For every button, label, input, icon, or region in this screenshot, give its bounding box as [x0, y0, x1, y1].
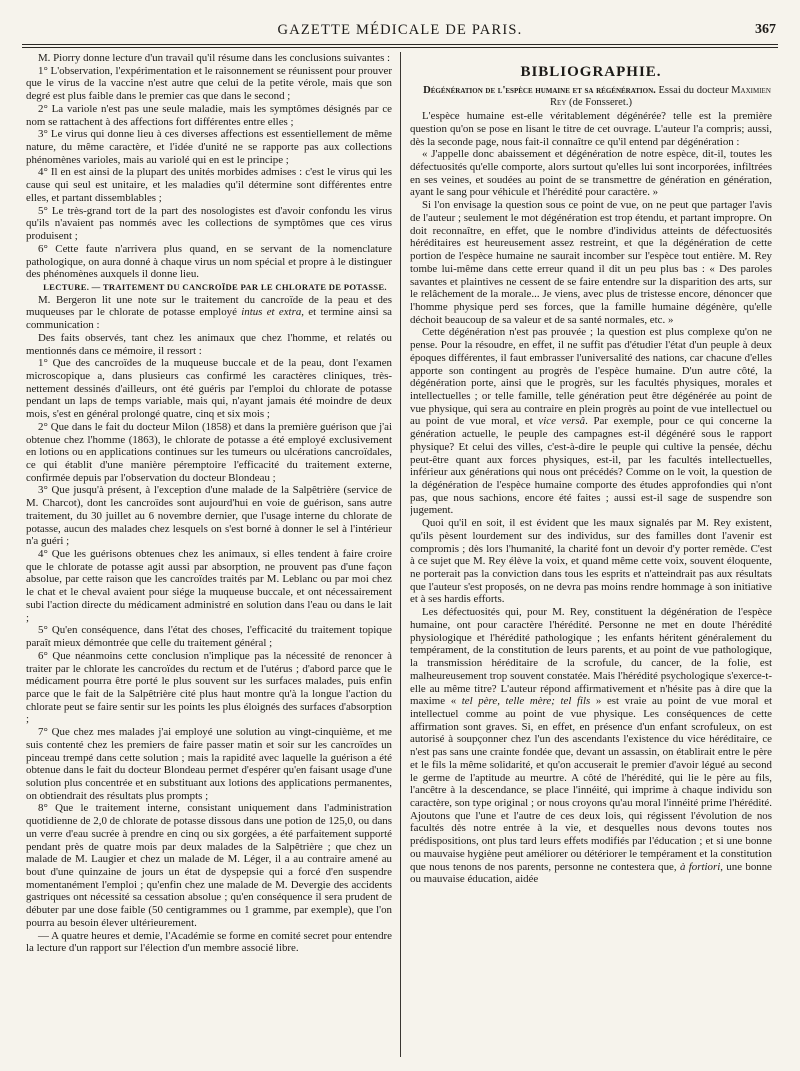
- header-rule-double: [22, 47, 778, 48]
- text-run: Les défectuosités qui, pour M. Rey, constituent la dégénération de l'espèce humaine, ont pour caractère l'hérédité. Personne ne met en doute l'hérédité physiologique et l'hérédité pathologique ; les enfants héritent généralement du tempérament, de la constitution de leurs parents, et au point de vue pathologique, la transmission héréditaire de la scrofule, du cancer, de la folie, est malheureusement trop souvent constatée. Mais l'hérédité psychologique s'exerce-t-elle au même titre? L'auteur répond affirmativement et n'hésite pas à dire que la maxime «: [410, 606, 772, 708]
- text-run: , et termine ainsi sa communication :: [26, 306, 392, 332]
- right-column: [410, 52, 772, 1057]
- paragraph: 1° L'observation, l'expérimentation et le raisonnement se réunissent pour prouver que le virus de la vaccine n'est autre que celui de la petite vérole, mais que son degré est plus faible dans le premier cas que dans le second ;: [26, 64, 392, 103]
- paragraph: 6° Cette faute n'arrivera plus quand, en se servant de la nomenclature pathologique, on aura donné à chaque virus un nom spécial et propre à le distinguer des phénomènes auxquels il donne lieu.: [26, 242, 392, 281]
- paragraph: [26, 294, 392, 332]
- section-heading: BIBLIOGRAPHIE.: [520, 64, 662, 80]
- paragraph: [410, 326, 772, 517]
- page-header: [22, 20, 778, 44]
- paragraph: Des faits observés, tant chez les animaux que chez l'homme, et relatés ou mentionnés dans ce mémoire, il ressort :: [26, 331, 392, 357]
- text-run: Cette dégénération n'est pas prouvée ; la question est plus complexe qu'on ne pense. Pour la résoudre, en effet, il ne suffit pas d'étudier l'état d'un peuple à deux époques différentes, il faut embrasser l'universalité des nations, car chacune d'elles apporte son contingent au progrès de l'espèce humaine. D'un autre côté, la dégénération porte, ainsi que le progrès, sur les facultés physiques, morales et intellectuelles ; or telle famille, telle génération peut être dégénérée au point de vue physique, qui sera au contraire en plein progrès au point de vue intellectuel ou au point de vue moral, et: [410, 326, 772, 428]
- paragraph: 1° Que des cancroïdes de la muqueuse buccale et de la peau, dont l'examen microscopique a, dans plusieurs cas confirmé les caractères cliniques, très-nettement dessinés d'ailleurs, ont été guéris par l'emploi du chlorate de potasse pendant un laps de temps variable, mais qui, n'ayant jamais été moindre de deux mois, s'est en général prolongé quatre, cinq et six mois ;: [26, 357, 392, 421]
- paragraph: 4° Que les guérisons obtenues chez les animaux, si elles tendent à faire croire que le chlorate de potasse agit aussi par absorption, ne prouvent pas d'une façon absolue, par cette raison que les cancroïdes traités par M. Leblanc ou par moi chez le chat et le cheval avaient pour siége la muqueuse buccale, et ont nécessairement subi l'action directe du médicament administré en solution dans l'eau ou dans le lait ;: [26, 548, 392, 624]
- paragraph: M. Piorry donne lecture d'un travail qu'il résume dans les conclusions suivantes :: [38, 52, 391, 64]
- paragraph: 3° Que jusqu'à présent, à l'exception d'une malade de la Salpêtrière (service de M. Charcot), dont les cancroïdes sont aujourd'hui en voie de guérison, sans autre traitement, du 30 juillet au 6 novembre dernier, que l'usage interne du chlorate de potasse, aucun des malades chez lesquels on s'est borné à donner le sel à l'intérieur n'a guéri ;: [26, 484, 392, 548]
- latin-phrase: à fortiori: [679, 860, 721, 873]
- paragraph: 4° Il en est ainsi de la plupart des unités morbides admises : c'est le virus qui les cause qui seul est unitaire, et les maladies qu'il détermine sont différentes entre elles, et partant dissemblables ;: [26, 166, 392, 204]
- quotation: « J'appelle donc abaissement et dégénération de notre espèce, dit-il, toutes les défectuosités qu'elle comporte, alors surtout qu'elles lui sont incorporées, infiltrées en ses veines, et soudées au point de se transmettre de génération en génération, ayant le sang pour véhicule et l'hérédité pour caractère. »: [410, 148, 772, 199]
- paragraph: 3° Le virus qui donne lieu à ces diverses affections est essentiellement de même nature, du même caractère, et l'idée d'unité ne se rapporte pas aux collections phénomènes varioles, mais au variolé qui en est le principe ;: [26, 128, 392, 166]
- text-run: , une bonne ou mauvaise éducation, aidée: [410, 860, 772, 886]
- article-author: Maximien Rey: [549, 84, 771, 109]
- paragraph: 2° La variole n'est pas une seule maladie, mais les symptômes désignés par ce nom se rattachent à des affections fort différentes entre elles ;: [26, 102, 392, 128]
- paragraph: — A quatre heures et demie, l'Académie se forme en comité secret pour entendre la lecture d'un rapport sur l'élection d'un membre associé libre.: [26, 929, 392, 955]
- article-heading: [410, 85, 772, 110]
- paragraph: 5° Qu'en conséquence, dans l'état des choses, l'efficacité du traitement topique paraît mieux démontrée que celle du traitement général ;: [26, 624, 392, 650]
- paragraph: 7° Que chez mes malades j'ai employé une solution au vingt-cinquième, et me suis contenté chez les premiers de faire passer matin et soir sur les cancroïdes un pinceau trempé dans cette solution ; mais la rapidité avec laquelle la guérison a été obtenue dans le fait du docteur Blondeau permet d'espérer qu'en faisant usage d'une solution plus concentrée et en substituant aux lotions des applications permanentes, on obtiendrait des résultats plus prompts ;: [26, 726, 392, 802]
- paragraph: 8° Que le traitement interne, consistant uniquement dans l'administration quotidienne de 2,0 de chlorate de potasse dissous dans une potion de 125,0, ou dans un verre d'eau sucrée à prendre en cinq ou six gorgées, a été parfaitement supporté pendant près de quatre mois par deux malades de la Salpêtrière ; que chez un malade de M. Laugier et chez un malade de M. Léger, il a au contraire amené au bout d'une quinzaine de jours un état de dyspepsie qui a forcé d'en suspendre momentanément l'emploi ; qu'enfin chez une malade de M. Devergie des accidents gastriques ont nécessité sa cessation absolue ; qu'en conséquence il sera prudent de débuter par une dose faible (50 centigrammes ou 1 gramme, par exemple), que l'on pourra au besoin élever ultérieurement.: [26, 802, 392, 929]
- paragraph: Si l'on envisage la question sous ce point de vue, on ne peut que partager l'avis de l'auteur ; seulement le mot dégénération est trop étendu, et partant impropre. On doit reconnaître, en effet, que le nombre d'individus atteints de défectuosités héréditaires est heureusement assez restreint, et que la dégénération de cette portion de l'espèce humaine ne saurait incomber sur l'espèce tout entière. M. Rey tombe lui-même dans cette erreur quand il dit un peu plus bas : « Des paroles savantes et plaintives ne cessent de se faire entendre sur la disparition des arts, sur le relâchement de la morale... Je viens, avec plus de tristesse encore, dénoncer que l'homme physique perd ses forces, que la famille humaine dégénère, qu'elle déchoit beaucoup de sa valeur et de sa santé normales, etc. »: [410, 199, 772, 326]
- paragraph: Quoi qu'il en soit, il est évident que les maux signalés par M. Rey existent, qu'ils pèsent lourdement sur des individus, sur des familles dont l'avenir est compromis ; dès lors l'humanité, la charité font un devoir d'y porter remède. C'est à ce sujet que M. Rey élève la voix, et quand même cette voix, souvent éloquente, ne porterait pas la conviction dans tous les esprits et n'atteindrait pas aux résultats que l'auteur s'est proposés, on ne devra pas moins rendre hommage à son initiative et à ses hardis efforts.: [410, 517, 772, 606]
- text-run: (de Fonsseret.): [566, 97, 632, 109]
- text-run: Essai du docteur: [655, 84, 732, 96]
- paragraph: 2° Que dans le fait du docteur Milon (1858) et dans la première guérison que j'ai obtenue chez l'homme (1863), le chlorate de potasse a été employé exclusivement en lotions ou en applications continues sur les tumeurs ou ulcérations cancroïdales, ce qui établit d'une manière péremptoire l'efficacité du traitement externe, confirmée depuis par l'observation du docteur Blondeau ;: [26, 420, 392, 484]
- header-rule: [22, 44, 778, 45]
- section-title: LECTURE. — TRAITEMENT DU CANCROÏDE PAR LE CHLORATE DE POTASSE.: [43, 281, 387, 292]
- maxim: tel père, telle mère; tel fils: [461, 695, 591, 708]
- text-run: M. Bergeron lit une note sur le traitement du cancroïde de la peau et des muqueuses par le chlorate de potasse employé: [26, 293, 392, 319]
- paragraph: [410, 606, 772, 886]
- running-title: GAZETTE MÉDICALE DE PARIS.: [277, 22, 523, 38]
- latin-phrase: vice versâ: [538, 415, 586, 428]
- text-run: . Par exemple, pour ce qui concerne la génération actuelle, le peuple des campagnes est-il dégénéré sous le rapport physique? Et celui des villes, c'est-à-dire le peuple qui cultive la pensée, déchu peut-être quant aux forces physiques, est-il, par les facultés intellectuelles, inférieur aux générations qui nous ont précédés? Comme on le voit, la question de la dégénération de l'espèce humaine comporte des études approfondies qui n'ont pas, que nous sachions, encore été faites ; aussi est-il sage de suspendre son jugement.: [410, 415, 772, 517]
- paragraph: 5° Le très-grand tort de la part des nosologistes est d'avoir confondu les virus qu'ils n'avaient pas nommés avec les collections de symptômes que ces virus produisent ;: [26, 204, 392, 243]
- article-title: Dégénération de l'espèce humaine et sa régénération.: [423, 84, 656, 96]
- paragraph: L'espèce humaine est-elle véritablement dégénérée? telle est la première question qu'on se pose en lisant le titre de cet ouvrage. L'auteur l'a compris; aussi, dès la seconde page, nous fait-il connaître ce qu'il entend par dégénération :: [410, 110, 772, 148]
- text-run: » est vraie au point de vue moral et intellectuel comme au point de vue physique. Les conséquences de cette affirmation sont graves. Si, en effet, en présence d'un enfant scrofuleux, on est autorisé à soupçonner chez l'un des ascendants l'existence du vice héréditaire, ce n'est pas sans une crainte fondée que, devant un assassin, on établirait entre le père et le fils la même solidarité, et qu'on accuserait le premier d'avoir légué au second le germe de l'aptitude au meurtre. A côté de l'hérédité, qui lie le père au fils, l'ancêtre à la descendance, se place l'innéité, qui imprime à chaque individu son caractère, son type original ; or nous croyons qu'au moral l'innéité prime l'hérédité. Ajoutons que l'une et l'autre de ces deux lois, qui régissent l'évolution de nos facultés dès notre entrée à la vie, et desquelles nous devons toutes nos prédispositions, ont plus tard leurs effets modifiés par l'éducation ; et si une bonne ou mauvaise hygiène peut améliorer ou détériorer le tempérament et la constitution que nous tenons de nos parents, personne ne contestera que,: [410, 695, 772, 873]
- latin-phrase: intus et extra: [241, 306, 302, 319]
- paragraph: 6° Que néanmoins cette conclusion n'implique pas la nécessité de renoncer à traiter par le chlorate les cancroïdes du rectum et de l'utérus ; d'abord parce que le médicament pourra être porté le plus souvent sur les surfaces malades, puis enfin parce que le fait de la Salpêtrière cité plus haut montre qu'à la longue l'action du chlorate peut se faire sentir sur les points les plus éloignés des surfaces d'absorption ;: [26, 649, 392, 726]
- left-column: [26, 52, 392, 1057]
- column-divider: [400, 52, 401, 1057]
- page-number: 367: [755, 22, 776, 37]
